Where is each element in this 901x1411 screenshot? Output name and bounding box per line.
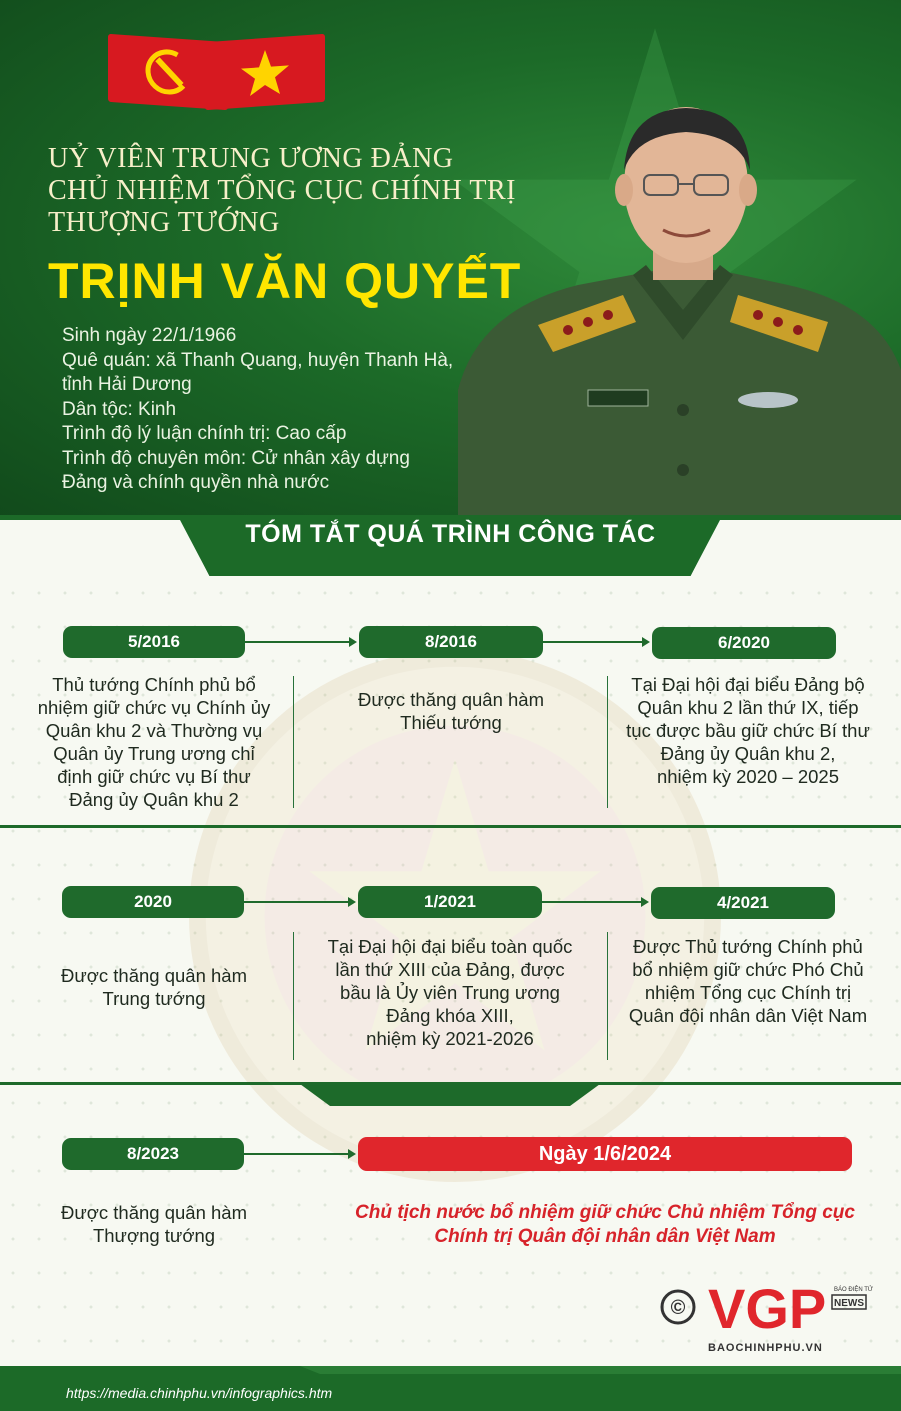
title-line-2: CHỦ NHIỆM TỔNG CỤC CHÍNH TRỊ (48, 175, 516, 206)
bio-item: Sinh ngày 22/1/1966 (62, 325, 237, 346)
date-pill: 8/2023 (62, 1138, 244, 1170)
bio-item: Đảng và chính quyền nhà nước (62, 472, 330, 493)
highlight-event-description: Chủ tịch nước bổ nhiệm giữ chức Chủ nhiệm Tổng cục Chính trị Quân đội nhân dân Việt Nam (355, 1202, 855, 1247)
highlight-date-pill: Ngày 1/6/2024 (358, 1137, 852, 1171)
bio-item: Quê quán: xã Thanh Quang, huyện Thanh Hà, (62, 349, 454, 371)
bio-item: tỉnh Hải Dương (62, 374, 192, 395)
brand-text: VGP (708, 1283, 827, 1340)
news-tag: NEWS (834, 1298, 864, 1309)
bio-item: Trình độ chuyên môn: Cử nhân xây dựng (62, 447, 410, 469)
arrow-right-icon (542, 896, 649, 908)
column-divider (293, 932, 294, 1060)
copyright-icon: © (670, 1297, 686, 1319)
source-link[interactable]: https://media.chinhphu.vn/infographics.htm (66, 1385, 333, 1401)
bio-item: Trình độ lý luận chính trị: Cao cấp (62, 423, 347, 444)
event-description: Tại Đại hội đại biểu toàn quốc lần thứ XIII của Đảng, được bầu là Ủy viên Trung ương Đảng khóa XIII, nhiệm kỳ 2021-2026 (327, 936, 573, 1049)
event-description: Được thăng quân hàm Thiếu tướng (358, 689, 544, 733)
date-pill: 8/2016 (359, 626, 543, 658)
column-divider (607, 676, 608, 808)
event-description: Được thăng quân hàm Thượng tướng (61, 1202, 247, 1246)
timeline (0, 576, 901, 1366)
arrow-right-icon (244, 896, 356, 908)
separator-notch (300, 1084, 600, 1106)
event-description: Được thăng quân hàm Trung tướng (61, 965, 247, 1009)
bio-item: Dân tộc: Kinh (62, 398, 177, 420)
bio-list (62, 324, 453, 496)
column-divider (293, 676, 294, 808)
event-description: Thủ tướng Chính phủ bổ nhiệm giữ chức vụ Chính ủy Quân khu 2 và Thường vụ Quân ủy Trung ương chỉ định giữ chức vụ Bí thư Đảng ủy Quân khu 2 (37, 674, 271, 810)
date-pill: 2020 (62, 886, 244, 918)
column-divider (607, 932, 608, 1060)
header (0, 0, 901, 520)
arrow-right-icon (543, 636, 650, 648)
date-pill: 4/2021 (651, 887, 835, 919)
portrait-photo (458, 90, 901, 520)
arrow-right-icon (244, 1148, 356, 1160)
title-line-1: UỶ VIÊN TRUNG ƯƠNG ĐẢNG (48, 143, 454, 174)
national-flag-icon (205, 34, 325, 110)
date-pill: 5/2016 (63, 626, 245, 658)
brand-tagline: BÁO ĐIỆN TỬ (834, 1287, 873, 1293)
arrow-right-icon (245, 636, 357, 648)
site-name: BAOCHINHPHU.VN (708, 1342, 823, 1354)
event-description: Được Thủ tướng Chính phủ bổ nhiệm giữ chức Phó Chủ nhiệm Tổng cục Chính trị Quân đội nhân dân Việt Nam (628, 936, 868, 1026)
date-pill: 1/2021 (358, 886, 542, 918)
person-name: TRỊNH VĂN QUYẾT (48, 253, 522, 309)
row-separator (0, 825, 901, 828)
title-line-3: THƯỢNG TƯỚNG (48, 207, 280, 238)
event-description: Tại Đại hội đại biểu Đảng bộ Quân khu 2 lần thứ IX, tiếp tục được bầu giữ chức Bí thư Đảng ủy Quân khu 2, nhiệm kỳ 2020 – 2025 (626, 674, 870, 787)
section-title: TÓM TẮT QUÁ TRÌNH CÔNG TÁC (245, 520, 656, 548)
date-pill: 6/2020 (652, 627, 836, 659)
